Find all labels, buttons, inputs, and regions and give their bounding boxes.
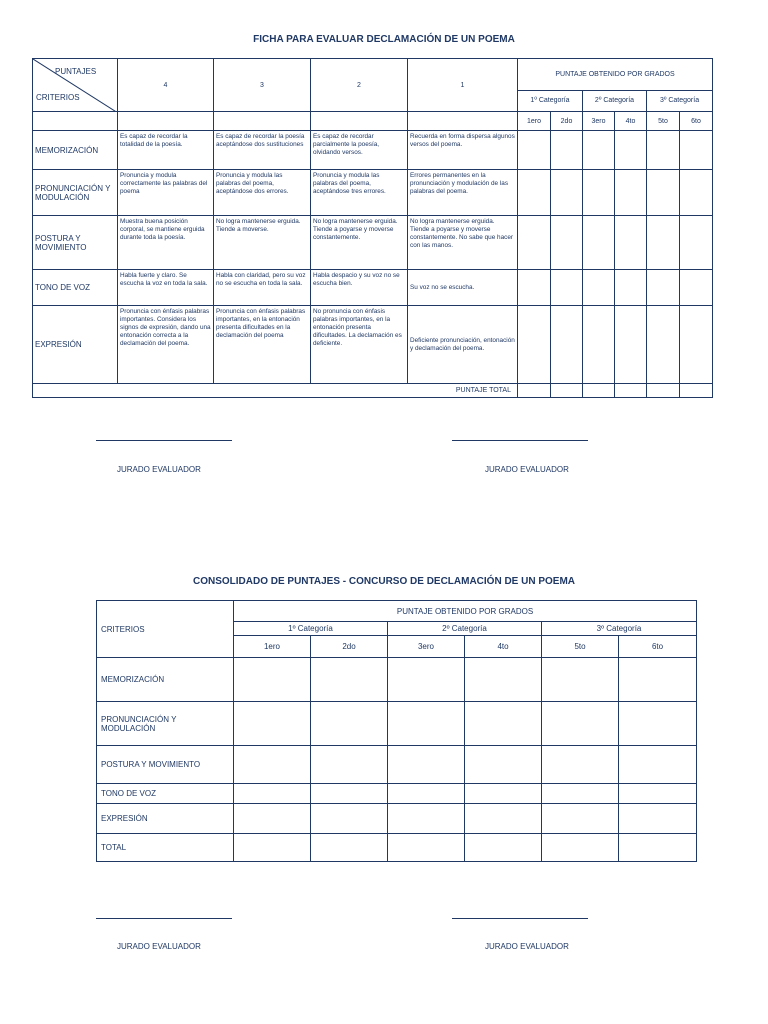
consolidado-category-3: 3º Categoría bbox=[542, 622, 697, 636]
score-cell[interactable] bbox=[518, 216, 551, 270]
score-cell[interactable] bbox=[583, 306, 615, 384]
descriptor: Pronuncia con énfasis palabras importantes. Considera los signos de expresión, dando una entonación correcta a la declamación del poema. bbox=[118, 306, 214, 384]
score-cell[interactable] bbox=[615, 131, 647, 170]
score-cell[interactable] bbox=[518, 170, 551, 216]
descriptor: Pronuncia con énfasis palabras importantes, en la entonación presenta dificultades en la declamación del poema bbox=[214, 306, 311, 384]
descriptor: Habla con claridad, pero su voz no se escucha en toda la sala. bbox=[214, 270, 311, 306]
consolidado-grade-1ero: 1ero bbox=[234, 636, 311, 658]
score-cell[interactable] bbox=[542, 784, 619, 804]
consolidado-header-grades: PUNTAJE OBTENIDO POR GRADOS bbox=[234, 601, 697, 622]
score-cell[interactable] bbox=[583, 170, 615, 216]
score-cell[interactable] bbox=[680, 170, 713, 216]
descriptor: Habla fuerte y claro. Se escucha la voz en toda la sala. bbox=[118, 270, 214, 306]
header-puntajes: PUNTAJES bbox=[55, 67, 97, 76]
header-grades: PUNTAJE OBTENIDO POR GRADOS bbox=[518, 59, 713, 91]
total-cell[interactable] bbox=[518, 384, 551, 398]
score-cell[interactable] bbox=[311, 658, 388, 702]
descriptor: Es capaz de recordar la totalidad de la poesía. bbox=[118, 131, 214, 170]
score-cell[interactable] bbox=[680, 216, 713, 270]
signature-label-1: JURADO EVALUADOR bbox=[117, 465, 201, 474]
score-cell[interactable] bbox=[311, 834, 388, 862]
grade-header-spacer bbox=[33, 112, 118, 131]
signature-line-1 bbox=[96, 440, 232, 441]
descriptor: Su voz no se escucha. bbox=[408, 270, 518, 306]
score-cell[interactable] bbox=[615, 216, 647, 270]
score-cell[interactable] bbox=[619, 746, 697, 784]
consolidado-category-1: 1º Categoría bbox=[234, 622, 388, 636]
score-cell[interactable] bbox=[619, 784, 697, 804]
criterion-postura: POSTURA Y MOVIMIENTO bbox=[33, 216, 118, 270]
signature-label-2: JURADO EVALUADOR bbox=[485, 465, 569, 474]
score-cell[interactable] bbox=[542, 702, 619, 746]
signature-label-3: JURADO EVALUADOR bbox=[117, 942, 201, 951]
score-col-4: 4 bbox=[118, 59, 214, 112]
score-cell[interactable] bbox=[542, 746, 619, 784]
evaluation-table bbox=[32, 58, 713, 398]
score-cell[interactable] bbox=[388, 834, 465, 862]
descriptor: Muestra buena posición corporal, se mantiene erguida durante toda la poesía. bbox=[118, 216, 214, 270]
consolidado-grade-4to: 4to bbox=[465, 636, 542, 658]
score-cell[interactable] bbox=[388, 784, 465, 804]
category-1: 1º Categoría bbox=[518, 90, 583, 111]
consolidado-grade-5to: 5to bbox=[542, 636, 619, 658]
table-row bbox=[97, 784, 697, 804]
consolidado-row-label: TOTAL bbox=[97, 834, 234, 862]
score-cell[interactable] bbox=[615, 170, 647, 216]
grade-6to: 6to bbox=[680, 112, 713, 131]
score-cell[interactable] bbox=[647, 216, 680, 270]
criterion-tono: TONO DE VOZ bbox=[33, 270, 118, 306]
descriptor: Es capaz de recordar parcialmente la poesía, olvidando versos. bbox=[311, 131, 408, 170]
table-row bbox=[97, 804, 697, 834]
score-cell[interactable] bbox=[311, 746, 388, 784]
score-cell[interactable] bbox=[388, 746, 465, 784]
score-col-2: 2 bbox=[311, 59, 408, 112]
table-row bbox=[33, 131, 713, 170]
descriptor: Pronuncia y modula correctamente las palabras del poema bbox=[118, 170, 214, 216]
total-row bbox=[33, 384, 713, 398]
score-cell[interactable] bbox=[234, 746, 311, 784]
score-cell[interactable] bbox=[542, 834, 619, 862]
descriptor: No logra mantenerse erguida. Tiende a poyarse y moverse constantemente. No sabe que hacer con las manos. bbox=[408, 216, 518, 270]
score-cell[interactable] bbox=[551, 216, 583, 270]
score-cell[interactable] bbox=[234, 834, 311, 862]
score-col-3: 3 bbox=[214, 59, 311, 112]
descriptor: No logra mantenerse erguida. Tiende a moverse. bbox=[214, 216, 311, 270]
score-cell[interactable] bbox=[465, 658, 542, 702]
consolidado-grade-6to: 6to bbox=[619, 636, 697, 658]
consolidado-category-2: 2º Categoría bbox=[388, 622, 542, 636]
header-diagonal-cell bbox=[33, 59, 118, 112]
criterion-memorizacion: MEMORIZACIÓN bbox=[33, 131, 118, 170]
descriptor: Recuerda en forma dispersa algunos versos del poema. bbox=[408, 131, 518, 170]
consolidado-row-label: PRONUNCIACIÓN Y MODULACIÓN bbox=[97, 702, 234, 746]
signature-line-3 bbox=[96, 918, 232, 919]
score-cell[interactable] bbox=[619, 804, 697, 834]
score-cell[interactable] bbox=[583, 270, 615, 306]
score-cell[interactable] bbox=[234, 702, 311, 746]
score-cell[interactable] bbox=[551, 170, 583, 216]
score-cell[interactable] bbox=[680, 306, 713, 384]
score-cell[interactable] bbox=[647, 131, 680, 170]
score-cell[interactable] bbox=[465, 784, 542, 804]
signature-line-4 bbox=[452, 918, 588, 919]
score-cell[interactable] bbox=[583, 216, 615, 270]
table-row bbox=[97, 658, 697, 702]
score-cell[interactable] bbox=[311, 804, 388, 834]
grade-3ero: 3ero bbox=[583, 112, 615, 131]
consolidado-row-label: POSTURA Y MOVIMIENTO bbox=[97, 746, 234, 784]
grade-4to: 4to bbox=[615, 112, 647, 131]
descriptor: No logra mantenerse erguida. Tiende a poyarse y moverse constantemente. bbox=[311, 216, 408, 270]
grade-1ero: 1ero bbox=[518, 112, 551, 131]
header-criterios: CRITERIOS bbox=[36, 93, 80, 102]
descriptor: Habla despacio y su voz no se escucha bien. bbox=[311, 270, 408, 306]
signature-line-2 bbox=[452, 440, 588, 441]
consolidado-grade-3ero: 3ero bbox=[388, 636, 465, 658]
total-cell[interactable] bbox=[551, 384, 583, 398]
total-cell[interactable] bbox=[647, 384, 680, 398]
consolidado-title: CONSOLIDADO DE PUNTAJES - CONCURSO DE DECLAMACIÓN DE UN POEMA bbox=[192, 576, 576, 587]
score-cell[interactable] bbox=[551, 131, 583, 170]
score-cell[interactable] bbox=[583, 131, 615, 170]
descriptor: Errores permanentes en la pronunciación y modulación de las palabras del poema. bbox=[408, 170, 518, 216]
descriptor: No pronuncia con énfasis palabras importantes, en la entonación presenta dificultades. La declamación es deficiente. bbox=[311, 306, 408, 384]
grade-5to: 5to bbox=[647, 112, 680, 131]
category-3: 3º Categoría bbox=[647, 90, 713, 111]
table-row bbox=[97, 834, 697, 862]
descriptor: Pronuncia y modula las palabras del poema, aceptándose dos errores. bbox=[214, 170, 311, 216]
consolidado-grade-2do: 2do bbox=[311, 636, 388, 658]
score-cell[interactable] bbox=[619, 702, 697, 746]
criterion-pronunciacion: PRONUNCIACIÓN Y MODULACIÓN bbox=[33, 170, 118, 216]
consolidado-row-label: EXPRESIÓN bbox=[97, 804, 234, 834]
score-cell[interactable] bbox=[615, 270, 647, 306]
table-row bbox=[33, 216, 713, 270]
total-cell[interactable] bbox=[583, 384, 615, 398]
score-cell[interactable] bbox=[615, 306, 647, 384]
consolidado-row-label: TONO DE VOZ bbox=[97, 784, 234, 804]
score-cell[interactable] bbox=[551, 306, 583, 384]
score-cell[interactable] bbox=[234, 784, 311, 804]
score-cell[interactable] bbox=[542, 658, 619, 702]
score-cell[interactable] bbox=[647, 306, 680, 384]
descriptor: Deficiente pronunciación, entonación y declamación del poema. bbox=[408, 306, 518, 384]
score-cell[interactable] bbox=[234, 804, 311, 834]
score-cell[interactable] bbox=[388, 804, 465, 834]
consolidado-row-label: MEMORIZACIÓN bbox=[97, 658, 234, 702]
score-cell[interactable] bbox=[465, 702, 542, 746]
table-row bbox=[33, 270, 713, 306]
score-cell[interactable] bbox=[388, 658, 465, 702]
table-row bbox=[33, 170, 713, 216]
score-cell[interactable] bbox=[311, 784, 388, 804]
category-2: 2º Categoría bbox=[583, 90, 647, 111]
score-cell[interactable] bbox=[234, 658, 311, 702]
score-cell[interactable] bbox=[619, 834, 697, 862]
form-title: FICHA PARA EVALUAR DECLAMACIÓN DE UN POEMA bbox=[253, 34, 515, 45]
score-cell[interactable] bbox=[388, 702, 465, 746]
score-cell[interactable] bbox=[680, 131, 713, 170]
table-row bbox=[97, 702, 697, 746]
score-cell[interactable] bbox=[518, 131, 551, 170]
score-col-1: 1 bbox=[408, 59, 518, 112]
signature-label-4: JURADO EVALUADOR bbox=[485, 942, 569, 951]
consolidado-header-criterios: CRITERIOS bbox=[97, 601, 234, 658]
total-label: PUNTAJE TOTAL bbox=[33, 384, 518, 398]
score-cell[interactable] bbox=[619, 658, 697, 702]
score-cell[interactable] bbox=[518, 306, 551, 384]
table-row bbox=[33, 306, 713, 384]
total-cell[interactable] bbox=[615, 384, 647, 398]
score-cell[interactable] bbox=[542, 804, 619, 834]
score-cell[interactable] bbox=[647, 270, 680, 306]
descriptor: Pronuncia y modula las palabras del poema, aceptándose tres errores. bbox=[311, 170, 408, 216]
criterion-expresion: EXPRESIÓN bbox=[33, 306, 118, 384]
table-row bbox=[97, 746, 697, 784]
score-cell[interactable] bbox=[518, 270, 551, 306]
score-cell[interactable] bbox=[465, 746, 542, 784]
consolidado-table bbox=[96, 600, 697, 862]
score-cell[interactable] bbox=[647, 170, 680, 216]
descriptor: Es capaz de recordar la poesía aceptándose dos sustituciones bbox=[214, 131, 311, 170]
score-cell[interactable] bbox=[680, 270, 713, 306]
score-cell[interactable] bbox=[465, 834, 542, 862]
score-cell[interactable] bbox=[465, 804, 542, 834]
score-cell[interactable] bbox=[551, 270, 583, 306]
total-cell[interactable] bbox=[680, 384, 713, 398]
score-cell[interactable] bbox=[311, 702, 388, 746]
grade-2do: 2do bbox=[551, 112, 583, 131]
